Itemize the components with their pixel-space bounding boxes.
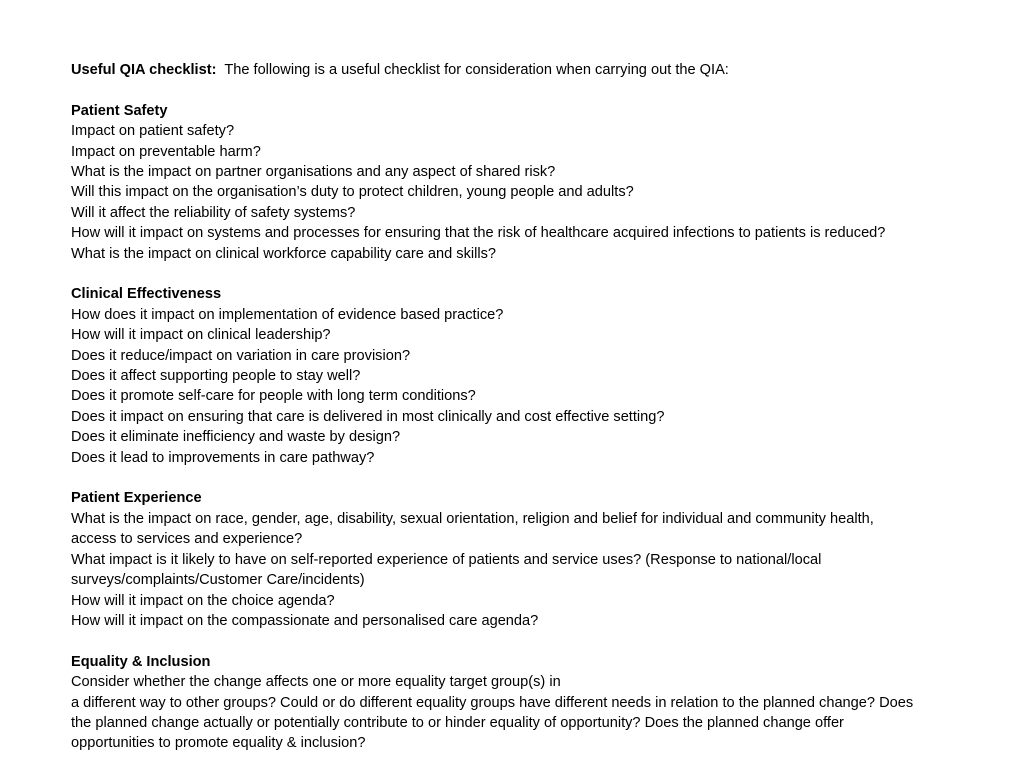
intro-text: The following is a useful checklist for consideration when carrying out the QIA:	[224, 62, 729, 78]
checklist-question: How will it impact on clinical leadership?	[71, 327, 331, 344]
checklist-question: What is the impact on clinical workforce capability care and skills?	[71, 245, 497, 262]
checklist-question: surveys/complaints/Customer Care/incidents)	[71, 572, 365, 589]
checklist-question: How does it impact on implementation of evidence based practice?	[71, 306, 504, 323]
checklist-question: Does it lead to improvements in care pathway?	[71, 449, 375, 466]
section-title: Patient Safety	[71, 102, 168, 119]
section-title: Clinical Effectiveness	[71, 286, 222, 303]
checklist-question: opportunities to promote equality & inclusion?	[71, 735, 366, 752]
section-title: Patient Experience	[71, 490, 202, 507]
checklist-question: What is the impact on partner organisations and any aspect of shared risk?	[71, 164, 556, 181]
checklist-question: the planned change actually or potentially contribute to or hinder equality of opportunity? Does the planned change offer	[71, 714, 844, 731]
intro-label: Useful QIA checklist:	[71, 62, 217, 78]
checklist-question: Does it promote self-care for people with long term conditions?	[71, 388, 476, 405]
checklist-section	[71, 284, 991, 468]
checklist-question: How will it impact on the compassionate and personalised care agenda?	[71, 612, 539, 629]
checklist-question: access to services and experience?	[71, 531, 303, 548]
qia-checklist-document	[71, 60, 991, 754]
checklist-question: Does it affect supporting people to stay well?	[71, 368, 361, 385]
checklist-question: Does it eliminate inefficiency and waste by design?	[71, 429, 401, 446]
checklist-section	[71, 652, 991, 754]
checklist-section	[71, 488, 991, 631]
checklist-question: Consider whether the change affects one or more equality target group(s) in	[71, 674, 561, 691]
checklist-question: Does it impact on ensuring that care is delivered in most clinically and cost effective setting?	[71, 408, 665, 425]
checklist-question: Does it reduce/impact on variation in care provision?	[71, 347, 411, 364]
checklist-question: Impact on patient safety?	[71, 123, 235, 140]
checklist-sections	[71, 101, 991, 754]
section-title: Equality & Inclusion	[71, 653, 211, 670]
checklist-question: What impact is it likely to have on self-reported experience of patients and service uses? (Response to national/local	[71, 551, 822, 568]
checklist-question: How will it impact on the choice agenda?	[71, 592, 335, 609]
checklist-question: Will this impact on the organisation’s duty to protect children, young people and adults?	[71, 184, 634, 201]
checklist-question: Will it affect the reliability of safety systems?	[71, 204, 356, 221]
checklist-question: Impact on preventable harm?	[71, 143, 261, 160]
checklist-question: How will it impact on systems and processes for ensuring that the risk of healthcare acquired infections to patients is reduced?	[71, 225, 886, 242]
checklist-question: a different way to other groups? Could or do different equality groups have different needs in relation to the planned change? Does	[71, 694, 914, 711]
checklist-section	[71, 101, 991, 264]
intro-line	[71, 60, 991, 80]
checklist-question: What is the impact on race, gender, age, disability, sexual orientation, religion and belief for individual and community health,	[71, 510, 874, 527]
